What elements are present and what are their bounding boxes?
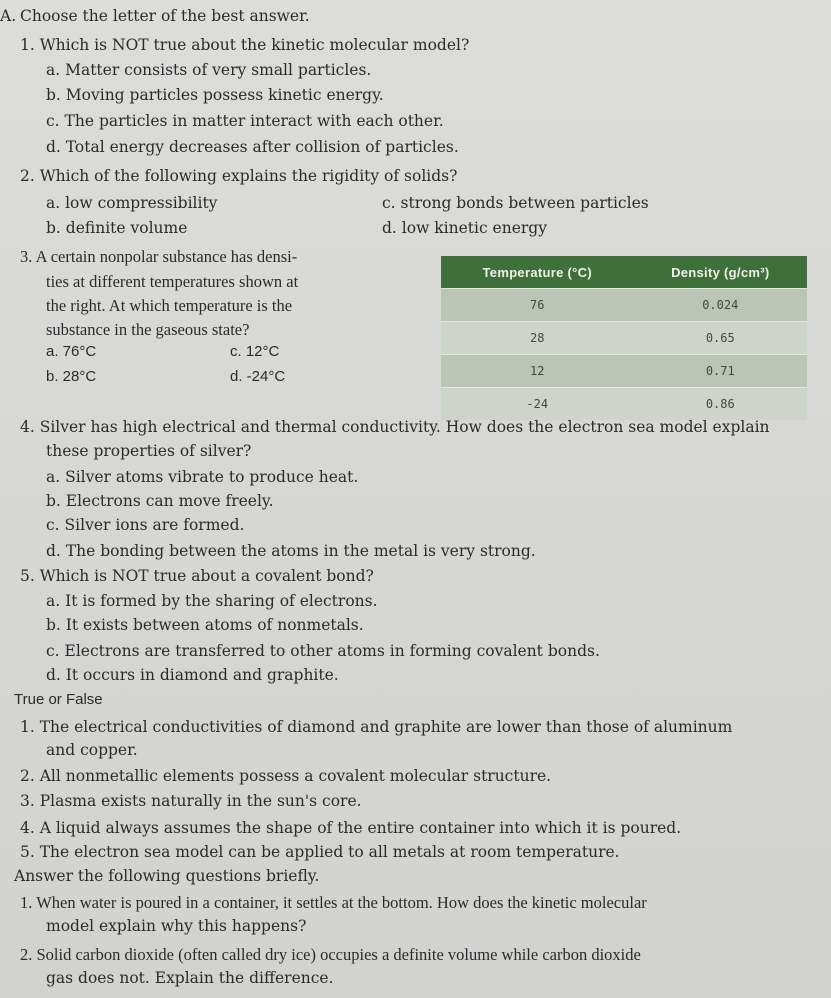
table-row xyxy=(441,355,807,388)
tf-item-1-line-2: and copper. xyxy=(46,741,138,759)
table-row xyxy=(441,289,807,322)
q5-option-d: d. It occurs in diamond and graphite. xyxy=(46,666,339,684)
q1-option-b: b. Moving particles possess kinetic energy. xyxy=(46,86,384,104)
density-table-header xyxy=(441,256,807,289)
q5-option-a: a. It is formed by the sharing of electrons. xyxy=(46,592,378,610)
tf-item-3: 3. Plasma exists naturally in the sun's core. xyxy=(20,792,362,810)
sa-item-2-line-1: 2. Solid carbon dioxide (often called dry ice) occupies a definite volume while carbon dioxide xyxy=(20,945,641,964)
q1-option-c: c. The particles in matter interact with each other. xyxy=(46,112,444,130)
q5-option-b: b. It exists between atoms of nonmetals. xyxy=(46,616,364,634)
q2-option-c: c. strong bonds between particles xyxy=(382,194,649,212)
q4-option-c: c. Silver ions are formed. xyxy=(46,516,245,534)
q4-question-line-2: these properties of silver? xyxy=(46,442,252,460)
sa-item-1-line-1: 1. When water is poured in a container, it settles at the bottom. How does the kinetic molecular xyxy=(20,893,647,912)
density-cell: 0.86 xyxy=(634,388,807,421)
density-cell: 0.65 xyxy=(634,322,807,355)
tf-item-4: 4. A liquid always assumes the shape of the entire container into which it is poured. xyxy=(20,819,682,837)
temperature-cell: -24 xyxy=(441,388,634,421)
q3-question-line-3: the right. At which temperature is the xyxy=(46,296,293,315)
q2-option-b: b. definite volume xyxy=(46,219,188,237)
sa-item-2-line-2: gas does not. Explain the difference. xyxy=(46,969,334,987)
temperature-header: Temperature (°C) xyxy=(441,256,634,289)
q3-question-line-2: ties at different temperatures shown at xyxy=(46,272,299,291)
tf-item-5: 5. The electron sea model can be applied to all metals at room temperature. xyxy=(20,843,620,861)
true-false-heading: True or False xyxy=(14,691,103,708)
temperature-cell: 12 xyxy=(441,355,634,388)
q4-option-a: a. Silver atoms vibrate to produce heat. xyxy=(46,468,359,486)
temperature-cell: 28 xyxy=(441,322,634,355)
q2-option-d: d. low kinetic energy xyxy=(382,219,547,237)
sa-item-1-line-2: model explain why this happens? xyxy=(46,917,307,935)
q5-option-c: c. Electrons are transferred to other atoms in forming covalent bonds. xyxy=(46,642,600,660)
table-row xyxy=(441,388,807,421)
short-answer-heading: Answer the following questions briefly. xyxy=(14,867,320,885)
density-cell: 0.71 xyxy=(634,355,807,388)
density-cell: 0.024 xyxy=(634,289,807,322)
q4-option-b: b. Electrons can move freely. xyxy=(46,492,274,510)
q2-question: 2. Which of the following explains the rigidity of solids? xyxy=(20,167,458,185)
tf-item-1-line-1: 1. The electrical conductivities of diamond and graphite are lower than those of aluminum xyxy=(20,718,733,736)
q3-question-line-1: 3. A certain nonpolar substance has densi- xyxy=(20,247,298,266)
q1-option-a: a. Matter consists of very small particles. xyxy=(46,61,372,79)
table-row xyxy=(441,322,807,355)
q3-option-d: d. -24°C xyxy=(230,368,286,385)
q5-question: 5. Which is NOT true about a covalent bond? xyxy=(20,567,374,585)
density-table xyxy=(441,256,807,420)
q1-option-d: d. Total energy decreases after collision of particles. xyxy=(46,138,459,156)
q3-question-line-4: substance in the gaseous state? xyxy=(46,320,250,339)
q2-option-a: a. low compressibility xyxy=(46,194,218,212)
temperature-cell: 76 xyxy=(441,289,634,322)
q4-option-d: d. The bonding between the atoms in the metal is very strong. xyxy=(46,542,536,560)
q3-option-b: b. 28°C xyxy=(46,368,97,385)
tf-item-2: 2. All nonmetallic elements possess a covalent molecular structure. xyxy=(20,767,552,785)
q1-question: 1. Which is NOT true about the kinetic molecular model? xyxy=(20,36,470,54)
q3-option-a: a. 76°C xyxy=(46,343,97,360)
instructions: Choose the letter of the best answer. xyxy=(20,7,310,25)
section-marker: A. xyxy=(0,7,17,25)
density-header: Density (g/cm³) xyxy=(634,256,807,289)
q3-option-c: c. 12°C xyxy=(230,343,280,360)
q4-question-line-1: 4. Silver has high electrical and thermal conductivity. How does the electron sea model explain xyxy=(20,418,770,436)
